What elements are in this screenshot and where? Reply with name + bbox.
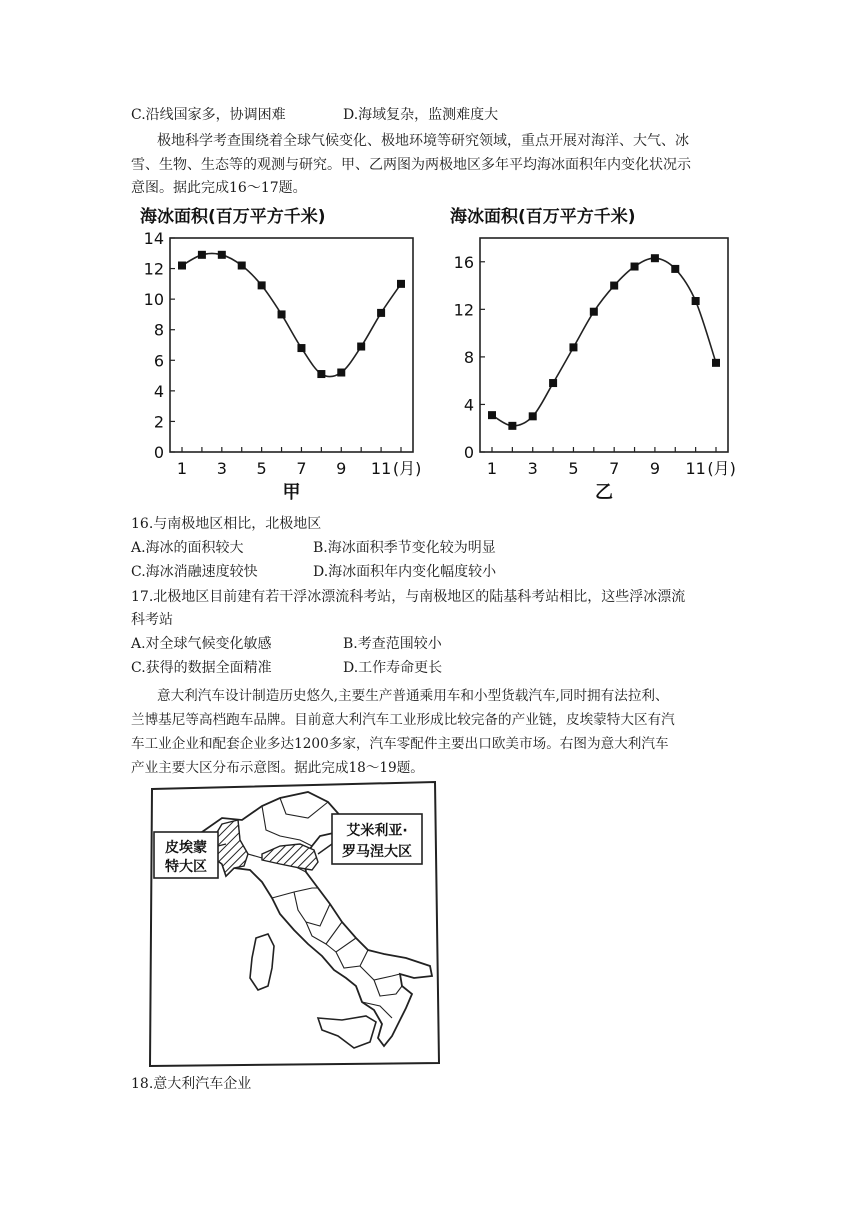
x-tick-label: 9 <box>336 459 347 478</box>
y-tick-label: 2 <box>153 412 164 432</box>
chart-caption: 乙 <box>595 482 613 500</box>
x-tick-label: 11 <box>370 459 392 478</box>
data-point <box>198 251 206 259</box>
x-tick-label: 1 <box>486 459 498 478</box>
data-point <box>692 297 700 305</box>
data-point <box>549 379 557 387</box>
y-tick-label: 6 <box>153 351 164 371</box>
italy-map <box>130 780 440 1070</box>
data-point <box>317 370 325 378</box>
plot-frame <box>170 238 413 452</box>
y-tick-label: 10 <box>143 290 164 310</box>
data-point <box>590 308 598 316</box>
data-point <box>278 310 286 318</box>
data-point <box>610 282 618 290</box>
q16-option-d: D.海冰面积年内变化幅度较小 <box>313 564 497 580</box>
intro1-line2: 雪、生物、生态等的观测与研究。甲、乙两图为两极地区多年平均海冰面积年内变化状况示 <box>131 157 691 173</box>
q16-option-a: A.海冰的面积较大 <box>131 540 244 556</box>
data-point <box>569 343 577 351</box>
q16-option-c: C.海冰消融速度较快 <box>131 564 258 580</box>
chart-title: 海冰面积(百万平方千米) <box>140 207 326 227</box>
data-point <box>218 251 226 259</box>
x-tick-label: 3 <box>216 459 227 478</box>
y-tick-label: 0 <box>153 443 164 462</box>
y-tick-label: 12 <box>143 259 164 279</box>
data-point <box>337 369 345 377</box>
label-piemonte-1: 皮埃蒙 <box>165 840 207 856</box>
y-tick-label: 14 <box>143 229 164 248</box>
intro2-line3: 车工业企业和配套企业多达1200多家，汽车零配件主要出口欧美市场。右图为意大利汽车 <box>131 736 669 752</box>
data-point <box>297 344 305 352</box>
q16-stem: 16.与南极地区相比，北极地区 <box>131 516 322 532</box>
x-tick-label: 9 <box>649 459 661 478</box>
option-c-prev: C.沿线国家多，协调困难 <box>131 107 286 123</box>
intro1-line3: 意图。据此完成16～17题。 <box>131 180 307 196</box>
data-point <box>651 254 659 262</box>
y-tick-label: 16 <box>453 252 474 272</box>
q17-option-c: C.获得的数据全面精准 <box>131 660 272 676</box>
intro1-line1: 极地科学考查围绕着全球气候变化、极地环境等研究领域，重点开展对海洋、大气、冰 <box>157 133 689 149</box>
y-tick-label: 8 <box>463 347 474 367</box>
data-point <box>631 263 639 271</box>
y-tick-label: 4 <box>153 381 164 401</box>
intro2-line1: 意大利汽车设计制造历史悠久,主要生产普通乘用车和小型货载汽车,同时拥有法拉利、 <box>157 688 669 704</box>
y-tick-label: 4 <box>463 395 474 415</box>
x-tick-label: 5 <box>256 459 267 478</box>
q16-option-b: B.海冰面积季节变化较为明显 <box>313 540 496 556</box>
option-d-prev: D.海域复杂，监测难度大 <box>343 107 499 123</box>
data-point <box>258 281 266 289</box>
series-line <box>492 258 716 426</box>
y-tick-label: 8 <box>153 320 164 340</box>
intro2-line2: 兰博基尼等高档跑车品牌。目前意大利汽车工业形成比较完备的产业链，皮埃蒙特大区有汽 <box>131 712 675 728</box>
data-point <box>671 265 679 273</box>
q17-option-d: D.工作寿命更长 <box>343 660 443 676</box>
y-tick-label: 0 <box>463 443 474 462</box>
chart-yi <box>448 200 768 500</box>
x-tick-label: 11 <box>685 459 706 478</box>
chart-caption: 甲 <box>282 482 301 500</box>
x-tick-label: 7 <box>296 459 307 478</box>
data-point <box>178 262 186 270</box>
x-tick-label: 5 <box>568 459 579 478</box>
y-tick-label: 12 <box>453 300 474 320</box>
data-point <box>529 412 537 420</box>
q17-stem-line1: 17.北极地区目前建有若干浮冰漂流科考站，与南极地区的陆基科考站相比，这些浮冰漂流 <box>131 589 686 605</box>
x-tick-label: 3 <box>527 459 538 478</box>
intro2-line4: 产业主要大区分布示意图。据此完成18～19题。 <box>131 760 424 776</box>
data-point <box>488 411 496 419</box>
chart-jia <box>128 200 448 500</box>
label-piemonte-2: 特大区 <box>165 859 207 875</box>
data-point <box>508 422 516 430</box>
label-emilia-1: 艾米利亚· <box>346 823 408 839</box>
data-point <box>357 343 365 351</box>
data-point <box>377 309 385 317</box>
q18-stem: 18.意大利汽车企业 <box>131 1076 252 1092</box>
q17-option-a: A.对全球气候变化敏感 <box>131 636 272 652</box>
q17-option-b: B.考查范围较小 <box>343 636 442 652</box>
x-axis-unit: (月) <box>392 459 422 478</box>
data-point <box>712 359 720 367</box>
chart-title: 海冰面积(百万平方千米) <box>450 207 636 227</box>
series-line <box>182 253 401 376</box>
q17-stem-line2: 科考站 <box>131 612 173 628</box>
data-point <box>238 262 246 270</box>
label-emilia-2: 罗马涅大区 <box>342 844 412 860</box>
x-tick-label: 1 <box>176 459 188 478</box>
x-axis-unit: (月) <box>707 459 736 478</box>
data-point <box>397 280 405 288</box>
plot-frame <box>480 238 728 452</box>
x-tick-label: 7 <box>609 459 620 478</box>
